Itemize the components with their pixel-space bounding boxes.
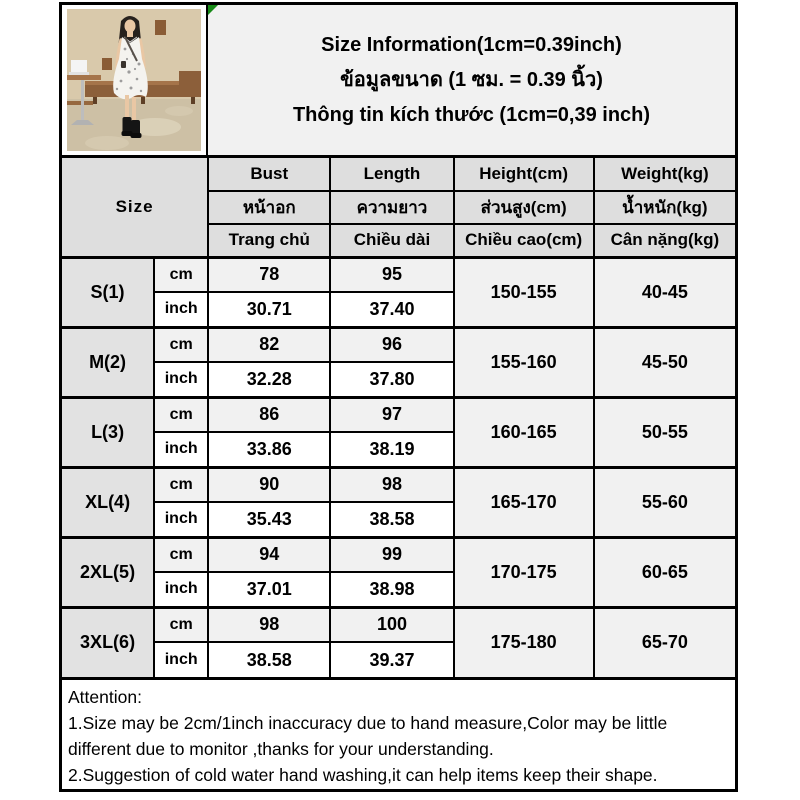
size-label: 2XL(5) <box>62 537 154 607</box>
col-header-weight-en: Weight(kg) <box>594 158 735 191</box>
col-header-weight-th: น้ำหนัก(kg) <box>594 191 735 224</box>
unit-label-cm: cm <box>154 257 208 292</box>
size-table <box>62 158 735 677</box>
size-label: S(1) <box>62 257 154 327</box>
weight-range-value: 50-55 <box>594 397 735 467</box>
length-inch-value: 37.80 <box>330 362 453 397</box>
col-header-height-en: Height(cm) <box>454 158 594 191</box>
size-label: L(3) <box>62 397 154 467</box>
weight-range-value: 45-50 <box>594 327 735 397</box>
size-row-cm <box>62 397 735 432</box>
length-cm-value: 100 <box>330 607 453 642</box>
bust-cm-value: 90 <box>208 467 330 502</box>
attention-line-1: 1.Size may be 2cm/1inch inaccuracy due to hand measure,Color may be little different due to monitor ,thanks for your understanding. <box>68 713 668 759</box>
size-label: 3XL(6) <box>62 607 154 677</box>
bust-inch-value: 33.86 <box>208 432 330 467</box>
size-row-cm <box>62 537 735 572</box>
bust-cm-value: 82 <box>208 327 330 362</box>
col-header-height-th: ส่วนสูง(cm) <box>454 191 594 224</box>
bust-cm-value: 78 <box>208 257 330 292</box>
attention-box <box>62 677 735 789</box>
product-photo-cell <box>62 5 208 155</box>
length-inch-value: 38.98 <box>330 572 453 607</box>
title-english: Size Information(1cm=0.39inch) <box>321 33 622 56</box>
unit-label-inch: inch <box>154 292 208 327</box>
weight-range-value: 40-45 <box>594 257 735 327</box>
length-inch-value: 38.58 <box>330 502 453 537</box>
length-cm-value: 97 <box>330 397 453 432</box>
size-table-body <box>62 257 735 677</box>
height-range-value: 150-155 <box>454 257 594 327</box>
unit-label-cm: cm <box>154 537 208 572</box>
unit-label-inch: inch <box>154 432 208 467</box>
size-header: Size <box>62 158 208 257</box>
unit-label-inch: inch <box>154 572 208 607</box>
height-range-value: 155-160 <box>454 327 594 397</box>
bust-inch-value: 30.71 <box>208 292 330 327</box>
height-range-value: 175-180 <box>454 607 594 677</box>
col-header-bust-vi: Trang chủ <box>208 224 330 257</box>
size-row-cm <box>62 327 735 362</box>
col-header-bust-th: หน้าอก <box>208 191 330 224</box>
bust-inch-value: 38.58 <box>208 642 330 677</box>
size-label: XL(4) <box>62 467 154 537</box>
title-thai: ข้อมูลขนาด (1 ซม. = 0.39 นิ้ว) <box>340 68 603 91</box>
size-row-cm <box>62 467 735 502</box>
size-label: M(2) <box>62 327 154 397</box>
weight-range-value: 65-70 <box>594 607 735 677</box>
length-inch-value: 37.40 <box>330 292 453 327</box>
col-header-length-th: ความยาว <box>330 191 453 224</box>
length-cm-value: 96 <box>330 327 453 362</box>
bust-cm-value: 94 <box>208 537 330 572</box>
height-range-value: 160-165 <box>454 397 594 467</box>
col-header-height-vi: Chiều cao(cm) <box>454 224 594 257</box>
bust-inch-value: 35.43 <box>208 502 330 537</box>
green-corner-marker-icon <box>208 5 218 15</box>
height-range-value: 170-175 <box>454 537 594 607</box>
col-header-bust-en: Bust <box>208 158 330 191</box>
unit-label-cm: cm <box>154 467 208 502</box>
length-cm-value: 98 <box>330 467 453 502</box>
size-row-cm <box>62 257 735 292</box>
attention-heading: Attention: <box>68 687 142 707</box>
title-vietnamese: Thông tin kích thước (1cm=0,39 inch) <box>292 103 651 126</box>
length-inch-value: 39.37 <box>330 642 453 677</box>
length-cm-value: 95 <box>330 257 453 292</box>
height-range-value: 165-170 <box>454 467 594 537</box>
length-cm-value: 99 <box>330 537 453 572</box>
unit-label-inch: inch <box>154 502 208 537</box>
bust-cm-value: 86 <box>208 397 330 432</box>
col-header-length-en: Length <box>330 158 453 191</box>
unit-label-cm: cm <box>154 607 208 642</box>
unit-label-inch: inch <box>154 362 208 397</box>
unit-label-cm: cm <box>154 327 208 362</box>
length-inch-value: 38.19 <box>330 432 453 467</box>
bust-cm-value: 98 <box>208 607 330 642</box>
size-chart-sheet <box>59 2 738 792</box>
unit-label-inch: inch <box>154 642 208 677</box>
attention-line-2: 2.Suggestion of cold water hand washing,it can help items keep their shape. <box>68 765 658 785</box>
weight-range-value: 60-65 <box>594 537 735 607</box>
product-photo <box>67 9 201 151</box>
bust-inch-value: 37.01 <box>208 572 330 607</box>
col-header-length-vi: Chiều dài <box>330 224 453 257</box>
bust-inch-value: 32.28 <box>208 362 330 397</box>
weight-range-value: 55-60 <box>594 467 735 537</box>
col-header-weight-vi: Cân nặng(kg) <box>594 224 735 257</box>
title-cell <box>208 5 735 155</box>
unit-label-cm: cm <box>154 397 208 432</box>
size-row-cm <box>62 607 735 642</box>
top-row <box>62 5 735 158</box>
